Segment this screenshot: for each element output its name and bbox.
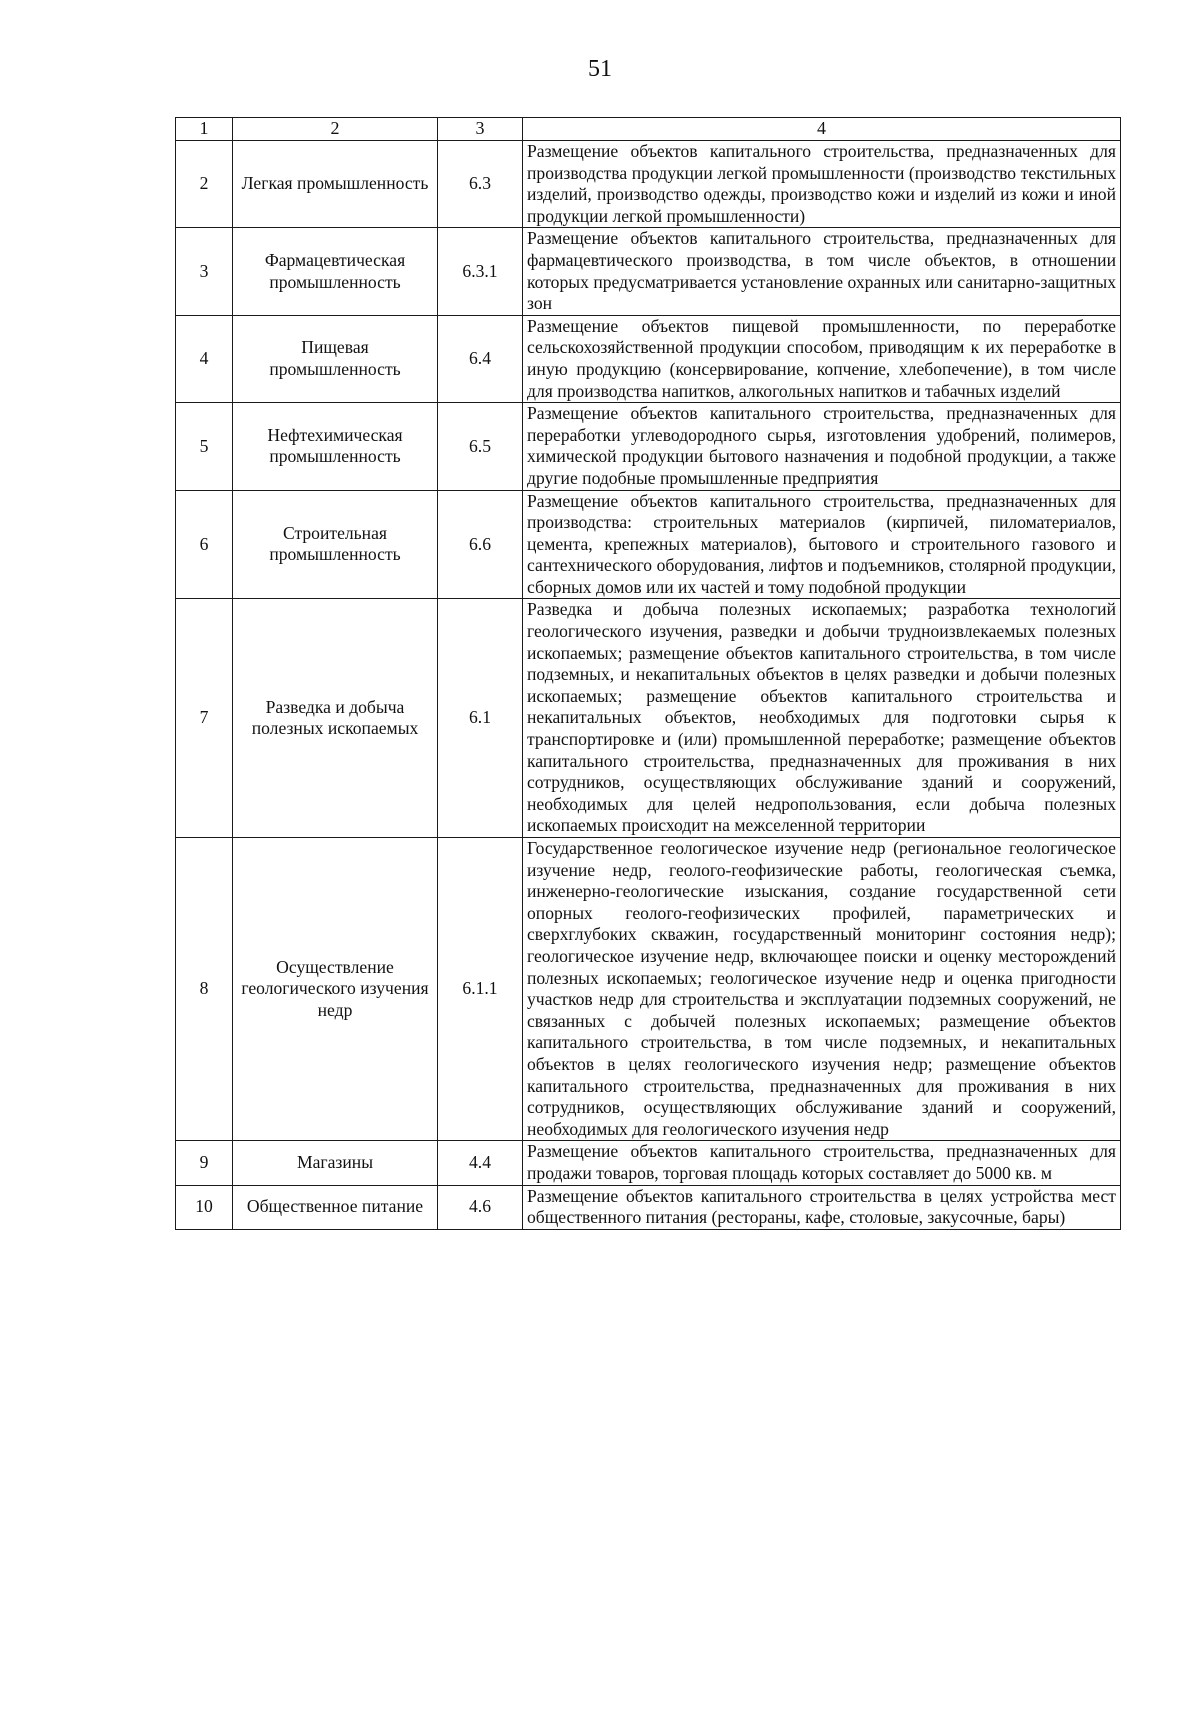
use-type-name: Легкая промышленность <box>233 141 438 228</box>
table-row <box>176 141 1121 228</box>
use-type-code: 6.6 <box>438 490 523 599</box>
use-type-description: Размещение объектов капитального строительства, предназначенных для производства: строительных материалов (кирпичей, пиломатериалов, цемента, крепежных материалов), бытового и строительного газового и сантехнического оборудования, лифтов и подъемников, столярной продукции, сборных домов или их частей и тому подобной продукции <box>523 490 1121 599</box>
use-type-code: 6.5 <box>438 403 523 490</box>
row-number: 2 <box>176 141 233 228</box>
row-number: 10 <box>176 1185 233 1229</box>
row-number: 7 <box>176 599 233 838</box>
use-type-code: 4.4 <box>438 1141 523 1185</box>
table-body <box>176 141 1121 1230</box>
use-type-name: Нефтехимическая промышленность <box>233 403 438 490</box>
table-row <box>176 403 1121 490</box>
page-number: 51 <box>588 56 612 82</box>
header-row <box>176 118 1121 141</box>
row-number: 8 <box>176 838 233 1141</box>
table-row <box>176 1141 1121 1185</box>
header-col-4: 4 <box>523 118 1121 141</box>
header-col-1: 1 <box>176 118 233 141</box>
use-type-description: Государственное геологическое изучение недр (региональное геологическое изучение недр, геолого-геофизические работы, геологическая съемка, инженерно-геологические изыскания, создание государственной сети опорных геолого-геофизических профилей, параметрических и сверхглубоких скважин, государственный мониторинг состояния недр); геологическое изучение недр, включающее поиски и оценку месторождений полезных ископаемых; геологическое изучение недр и оценка пригодности участков недр для строительства и эксплуатации подземных сооружений, не связанных с добычей полезных ископаемых; размещение объектов капитального строительства, в том числе подземных, и некапитальных объектов в целях геологического изучения недр; размещение объектов капитального строительства, предназначенных для проживания в них сотрудников, осуществляющих обслуживание зданий и сооружений, необходимых для геологического изучения недр <box>523 838 1121 1141</box>
table-row <box>176 599 1121 838</box>
table-header <box>176 118 1121 141</box>
use-type-code: 6.3.1 <box>438 228 523 315</box>
row-number: 6 <box>176 490 233 599</box>
land-use-table <box>175 117 1121 1230</box>
use-type-name: Фармацевтическая промышленность <box>233 228 438 315</box>
use-type-description: Размещение объектов капитального строительства в целях устройства мест общественного питания (рестораны, кафе, столовые, закусочные, бары) <box>523 1185 1121 1229</box>
use-type-description: Размещение объектов капитального строительства, предназначенных для производства продукции легкой промышленности (производство текстильных изделий, производство одежды, производство кожи и изделий из кожи и иной продукции легкой промышленности) <box>523 141 1121 228</box>
use-type-name: Пищевая промышленность <box>233 315 438 402</box>
use-type-description: Размещение объектов капитального строительства, предназначенных для фармацевтического производства, в том числе объектов, в отношении которых предусматривается установление охранных или санитарно-защитных зон <box>523 228 1121 315</box>
header-col-2: 2 <box>233 118 438 141</box>
use-type-name: Магазины <box>233 1141 438 1185</box>
use-type-code: 6.3 <box>438 141 523 228</box>
row-number: 9 <box>176 1141 233 1185</box>
table-row <box>176 490 1121 599</box>
use-type-description: Размещение объектов капитального строительства, предназначенных для переработки углеводородного сырья, изготовления удобрений, полимеров, химической продукции бытового назначения и подобной продукции, а также другие подобные промышленные предприятия <box>523 403 1121 490</box>
table-row <box>176 838 1121 1141</box>
use-type-name: Строительная промышленность <box>233 490 438 599</box>
row-number: 3 <box>176 228 233 315</box>
table-row <box>176 315 1121 402</box>
row-number: 4 <box>176 315 233 402</box>
use-type-code: 6.1 <box>438 599 523 838</box>
use-type-name: Общественное питание <box>233 1185 438 1229</box>
use-type-name: Осуществление геологического изучения недр <box>233 838 438 1141</box>
row-number: 5 <box>176 403 233 490</box>
use-type-description: Размещение объектов капитального строительства, предназначенных для продажи товаров, торговая площадь которых составляет до 5000 кв. м <box>523 1141 1121 1185</box>
use-type-description: Разведка и добыча полезных ископаемых; разработка технологий геологического изучения, разведки и добычи трудноизвлекаемых полезных ископаемых; размещение объектов капитального строительства, в том числе подземных, и некапитальных объектов в целях разведки и добычи полезных ископаемых; размещение объектов капитального строительства и некапитальных объектов, необходимых для подготовки сырья к транспортировке и (или) промышленной переработке; размещение объектов капитального строительства, предназначенных для проживания в них сотрудников, осуществляющих обслуживание зданий и сооружений, необходимых для целей недропользования, если добыча полезных ископаемых происходит на межселенной территории <box>523 599 1121 838</box>
use-type-code: 6.1.1 <box>438 838 523 1141</box>
use-type-name: Разведка и добыча полезных ископаемых <box>233 599 438 838</box>
header-col-3: 3 <box>438 118 523 141</box>
table-row <box>176 1185 1121 1229</box>
table-row <box>176 228 1121 315</box>
use-type-code: 4.6 <box>438 1185 523 1229</box>
use-type-code: 6.4 <box>438 315 523 402</box>
use-type-description: Размещение объектов пищевой промышленности, по переработке сельскохозяйственной продукции способом, приводящим к их переработке в иную продукцию (консервирование, копчение, хлебопечение), в том числе для производства напитков, алкогольных напитков и табачных изделий <box>523 315 1121 402</box>
